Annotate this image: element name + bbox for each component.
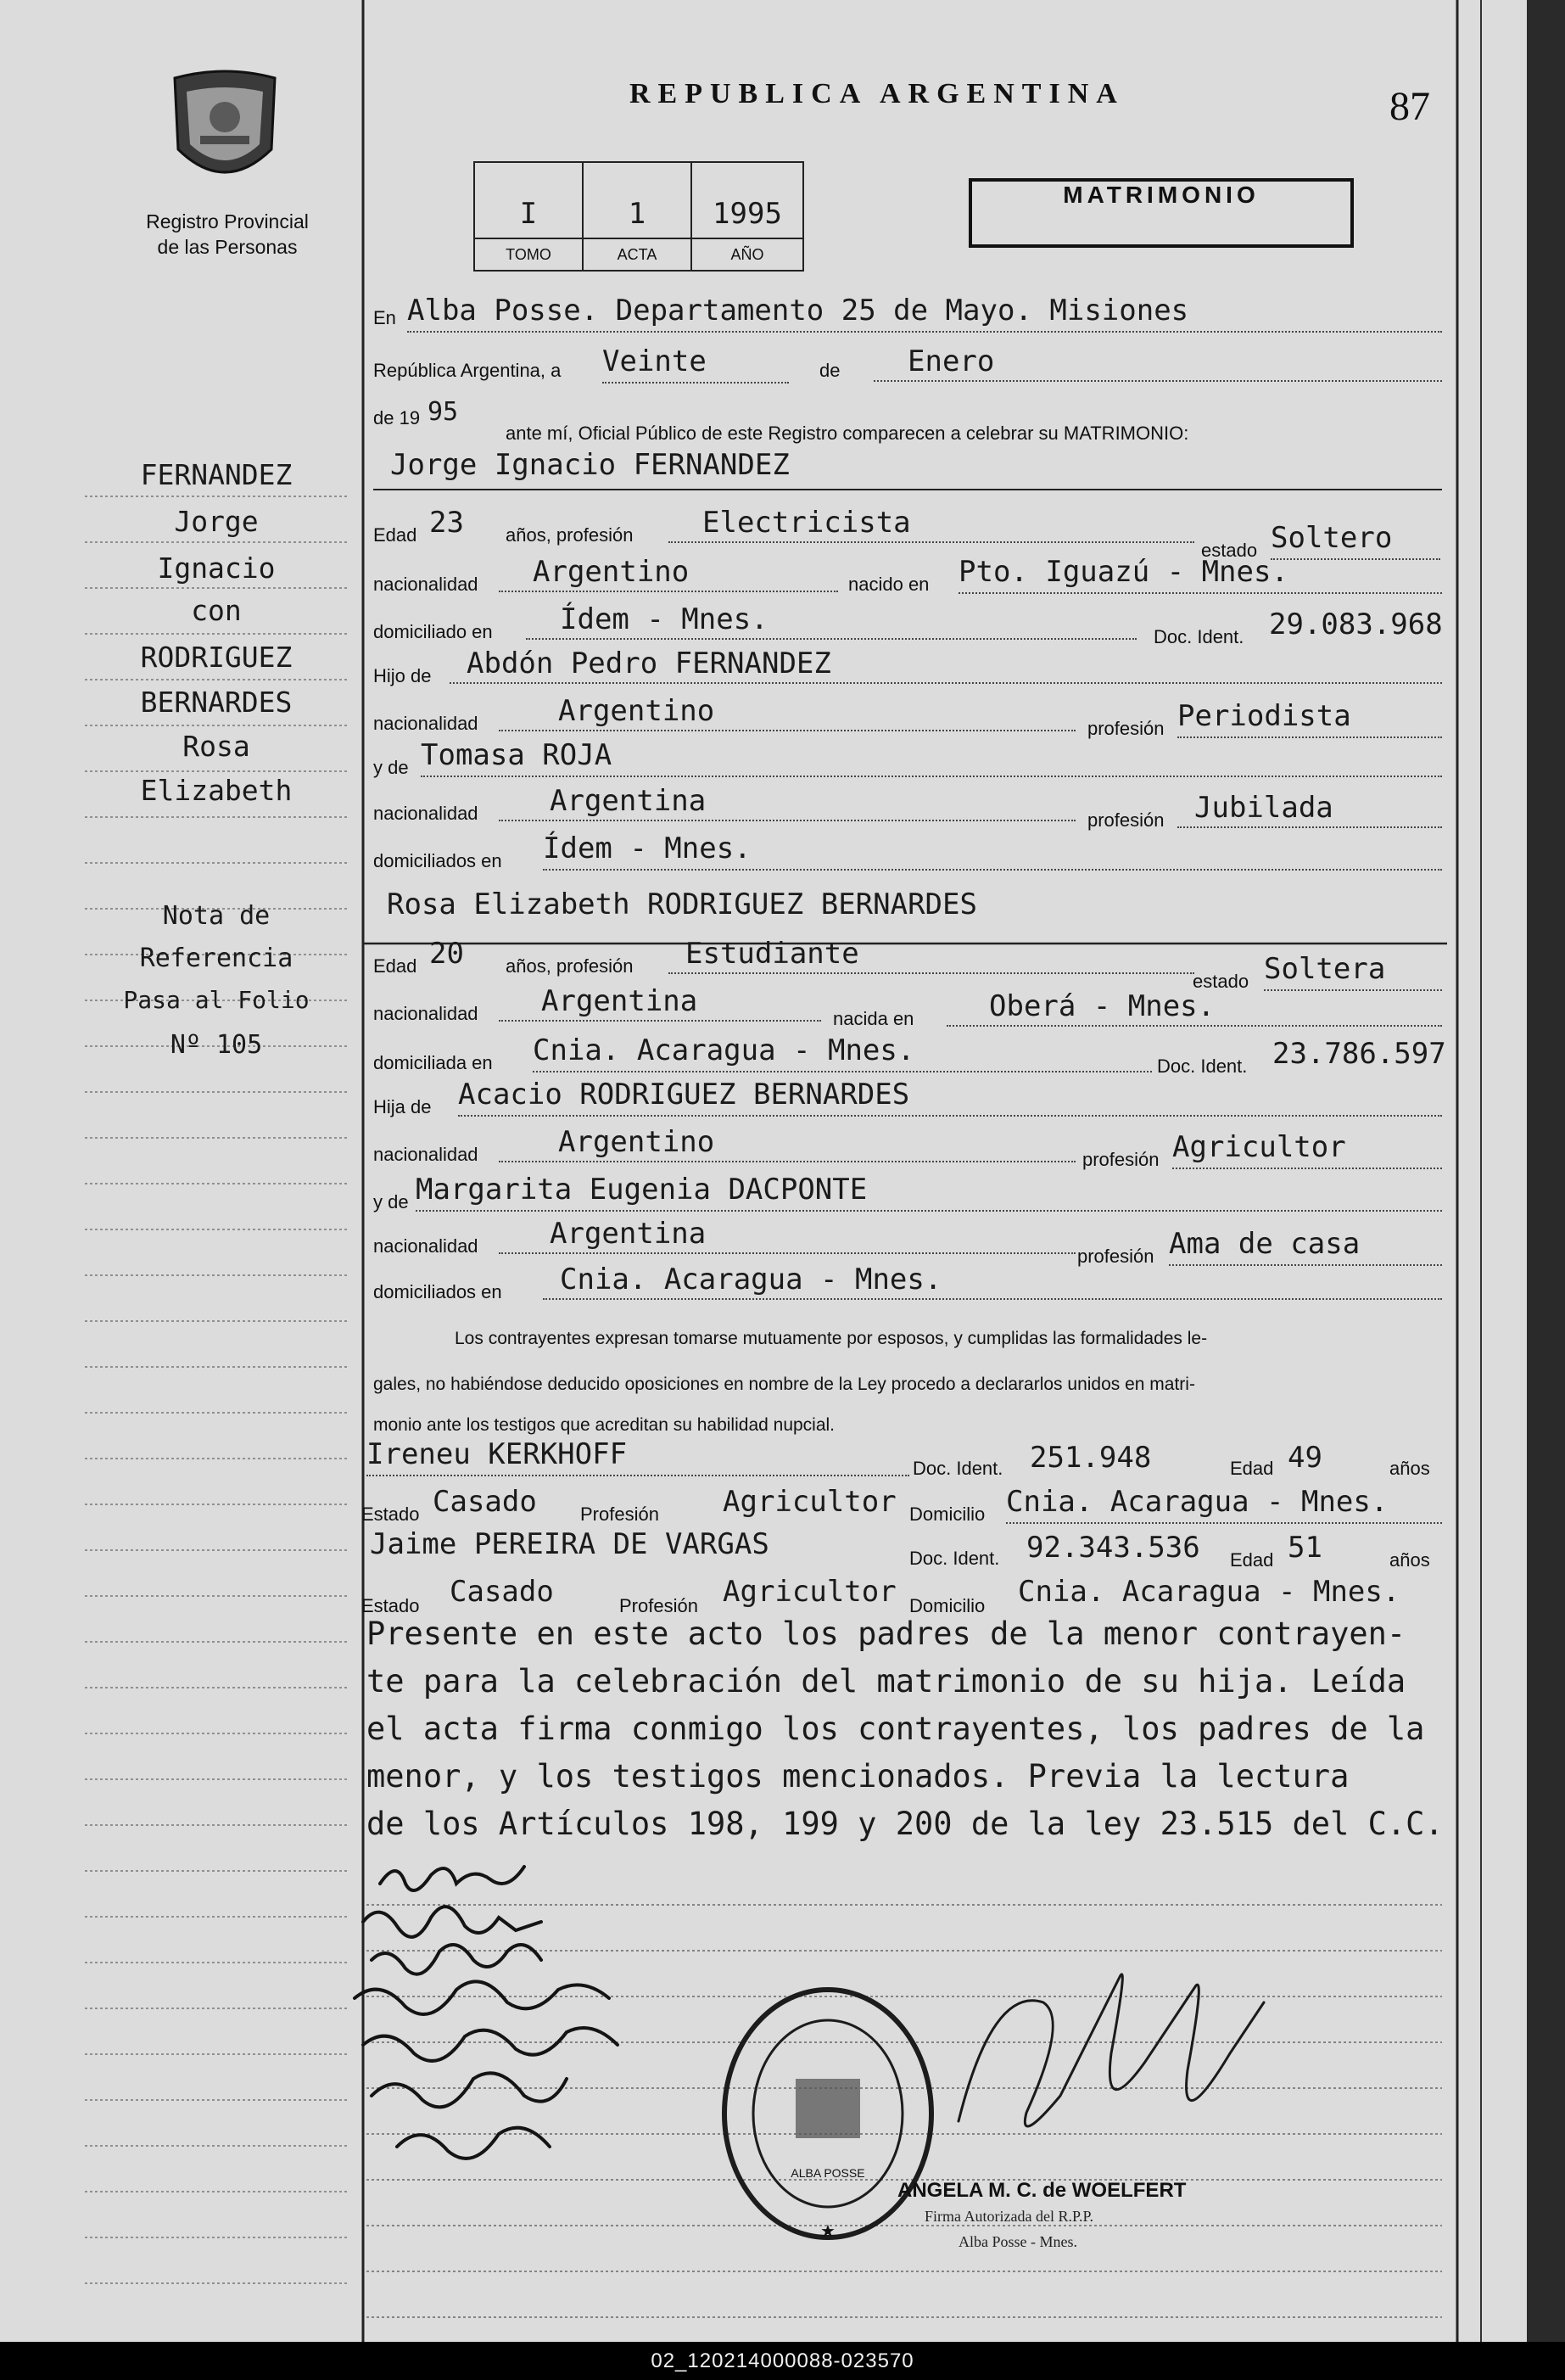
- month-field: Enero: [874, 344, 1442, 382]
- record-type-box: MATRIMONIO: [969, 178, 1354, 248]
- bride-estado: Soltera: [1264, 952, 1442, 991]
- witness-2-anos-label: años: [1389, 1549, 1430, 1571]
- witness-1-age: 49: [1288, 1441, 1322, 1475]
- witness-1-dom-label: Domicilio: [909, 1504, 986, 1525]
- margin-name-2: Ignacio: [157, 552, 276, 585]
- book-binding-edge: [1527, 0, 1565, 2342]
- witness-2-age: 51: [1288, 1531, 1322, 1565]
- tomo-label: TOMO: [475, 238, 582, 270]
- groom-profession: Electricista: [668, 506, 1194, 543]
- acta-label: ACTA: [584, 238, 690, 270]
- declaration-line-1: Los contrayentes expresan tomarse mutuamente por esposos, y cumplidas las formalidades le-: [455, 1329, 1208, 1348]
- day-field: Veinte: [602, 344, 789, 384]
- groom-dom-label: domiciliado en: [373, 621, 493, 642]
- margin-note-4: Nº 105: [170, 1030, 263, 1060]
- bride-father-nationality: Argentino: [499, 1125, 1076, 1162]
- bride-doc: 23.786.597: [1272, 1037, 1446, 1071]
- officer-signature-icon: [925, 1952, 1281, 2198]
- bride-estado-label: estado: [1193, 971, 1249, 992]
- acta-value: 1: [628, 197, 646, 231]
- margin-name-4: Elizabeth: [140, 774, 293, 807]
- bride-mother-nat-label: nacionalidad: [373, 1235, 478, 1257]
- groom-birthplace: Pto. Iguazú - Mnes.: [959, 555, 1442, 594]
- groom-nac-label: nacionalidad: [373, 574, 478, 595]
- groom-prof-label: años, profesión: [506, 524, 634, 546]
- notes-line-4: menor, y los testigos mencionados. Previa la lectura: [366, 1758, 1350, 1795]
- tomo-value: I: [519, 197, 538, 231]
- bride-hija-label: Hija de: [373, 1096, 432, 1117]
- groom-mother-profession: Jubilada: [1177, 791, 1442, 828]
- bride-mother-prof-label: profesión: [1077, 1246, 1154, 1267]
- bride-profession: Estudiante: [668, 937, 1194, 974]
- notes-line-5: de los Artículos 198, 199 y 200 de la ley 23.515 del C.C.: [366, 1806, 1444, 1842]
- bride-mother: Margarita Eugenia DACPONTE: [416, 1173, 1442, 1212]
- place-field: Alba Posse. Departamento 25 de Mayo. Misiones: [407, 294, 1442, 333]
- declaration-line-3: monio ante los testigos que acreditan su habilidad nupcial.: [373, 1415, 836, 1435]
- witness-2-dom-label: Domicilio: [909, 1595, 986, 1616]
- groom-father-nationality: Argentino: [499, 694, 1076, 731]
- bride-father-profession: Agricultor: [1172, 1130, 1442, 1169]
- groom-domicile: Ídem - Mnes.: [526, 602, 1137, 640]
- witness-2-name: Jaime PEREIRA DE VARGAS: [370, 1527, 769, 1561]
- bride-nacida-label: nacida en: [833, 1008, 914, 1029]
- groom-father: Abdón Pedro FERNANDEZ: [450, 647, 1442, 684]
- signatures-icon: [346, 1850, 736, 2189]
- margin-surname-bride-1: RODRIGUEZ: [140, 641, 293, 674]
- svg-text:★: ★: [820, 2222, 836, 2241]
- groom-age: 23: [429, 506, 464, 540]
- margin-name-3: Rosa: [182, 730, 250, 763]
- groom-mother-nat-label: nacionalidad: [373, 803, 478, 824]
- officer-place: Alba Posse - Mnes.: [959, 2233, 1077, 2250]
- witness-2-profession: Agricultor: [723, 1575, 897, 1609]
- witness-1-anos-label: años: [1389, 1458, 1430, 1479]
- year-suffix: 95: [428, 397, 459, 427]
- groom-doc: 29.083.968: [1269, 608, 1443, 641]
- witness-1-domicile: Cnia. Acaragua - Mnes.: [1006, 1485, 1442, 1524]
- page-number: 87: [1389, 84, 1430, 129]
- margin-note-3: Pasa al Folio: [123, 986, 310, 1014]
- witness-1-doc-label: Doc. Ident.: [913, 1458, 1003, 1479]
- groom-parents-dom-label: domiciliados en: [373, 850, 502, 871]
- bride-nationality: Argentina: [499, 984, 821, 1022]
- declaration-line-2: gales, no habiéndose deducido oposiciones en nombre de la Ley procedo a declararlos unidos en matri-: [373, 1375, 1195, 1394]
- en-label: En: [373, 307, 396, 328]
- groom-hijo-label: Hijo de: [373, 665, 432, 686]
- year-prefix: de 19: [373, 407, 421, 428]
- notes-line-3: el acta firma conmigo los contrayentes, los padres de la: [366, 1711, 1425, 1747]
- republic-label: República Argentina, a: [373, 360, 562, 381]
- officer-title: Firma Autorizada del R.P.P.: [925, 2208, 1093, 2225]
- bride-doc-label: Doc. Ident.: [1157, 1056, 1248, 1077]
- bride-mother-profession: Ama de casa: [1169, 1227, 1442, 1266]
- margin-surname-bride-2: BERNARDES: [140, 686, 293, 719]
- notes-line-1: Presente en este acto los padres de la menor contrayen-: [366, 1616, 1406, 1652]
- bride-dom-label: domiciliada en: [373, 1052, 493, 1073]
- stamp-center-text: ALBA POSSE: [791, 2166, 865, 2180]
- bride-father-prof-label: profesión: [1082, 1149, 1160, 1170]
- ano-cell: [692, 163, 802, 270]
- registry-stamp-icon: [718, 1982, 938, 2245]
- tomo-cell: [475, 163, 584, 270]
- registry-line-1: Registro Provincial: [146, 210, 309, 232]
- bride-edad-label: Edad: [373, 955, 417, 977]
- image-caption: 02_120214000088-023570: [0, 2342, 1565, 2380]
- margin-note-1: Nota de: [162, 901, 271, 931]
- bride-birthplace: Oberá - Mnes.: [947, 989, 1442, 1027]
- ano-label: AÑO: [692, 238, 802, 270]
- margin-note-2: Referencia: [139, 944, 293, 973]
- bride-name: Rosa Elizabeth RODRIGUEZ BERNARDES: [387, 888, 977, 921]
- groom-edad-label: Edad: [373, 524, 417, 546]
- witness-1-estado-label: Estado: [361, 1504, 420, 1525]
- notes-line-2: te para la celebración del matrimonio de su hija. Leída: [366, 1663, 1406, 1700]
- groom-father-profession: Periodista: [1177, 699, 1442, 738]
- witness-2-estado: Casado: [450, 1575, 554, 1609]
- bride-yde-label: y de: [373, 1191, 409, 1212]
- de-label: de: [819, 360, 841, 381]
- witness-1-estado: Casado: [433, 1485, 537, 1519]
- acta-cell: [584, 163, 692, 270]
- groom-mother-prof-label: profesión: [1087, 809, 1165, 831]
- margin-surname-groom: FERNANDEZ: [140, 458, 293, 491]
- bride-father-nat-label: nacionalidad: [373, 1144, 478, 1165]
- bride-prof-label: años, profesión: [506, 955, 634, 977]
- bride-parents-dom-label: domiciliados en: [373, 1281, 502, 1302]
- witness-2-prof-label: Profesión: [619, 1595, 698, 1616]
- groom-name: Jorge Ignacio FERNANDEZ: [373, 448, 1442, 490]
- officer-name: ANGELA M. C. de WOELFERT: [897, 2179, 1187, 2202]
- groom-mother: Tomasa ROJA: [421, 738, 1442, 777]
- groom-yde-label: y de: [373, 757, 409, 778]
- witness-1-doc: 251.948: [1030, 1441, 1152, 1475]
- bride-parents-domicile: Cnia. Acaragua - Mnes.: [543, 1263, 1442, 1300]
- ano-value: 1995: [713, 197, 782, 231]
- bride-age: 20: [429, 937, 464, 971]
- groom-estado: Soltero: [1271, 521, 1440, 560]
- bride-father: Acacio RODRIGUEZ BERNARDES: [458, 1078, 1442, 1117]
- witness-2-doc: 92.343.536: [1026, 1531, 1200, 1565]
- margin-name-1: Jorge: [174, 505, 259, 538]
- witness-1-profession: Agricultor: [723, 1485, 897, 1519]
- groom-parents-domicile: Ídem - Mnes.: [543, 832, 1442, 871]
- bride-nac-label: nacionalidad: [373, 1003, 478, 1024]
- witness-1-edad-label: Edad: [1230, 1458, 1274, 1479]
- margin-con: con: [191, 594, 242, 627]
- witness-2-domicile: Cnia. Acaragua - Mnes.: [1018, 1575, 1400, 1609]
- registry-line-2: de las Personas: [157, 236, 298, 258]
- groom-nacido-label: nacido en: [848, 574, 930, 595]
- witness-2-doc-label: Doc. Ident.: [909, 1548, 1000, 1569]
- province-seal-icon: [166, 68, 283, 188]
- appear-text: ante mí, Oficial Público de este Registro comparecen a celebrar su MATRIMONIO:: [506, 423, 1189, 444]
- witness-1-name: Ireneu KERKHOFF: [366, 1437, 909, 1476]
- groom-father-nat-label: nacionalidad: [373, 713, 478, 734]
- groom-father-prof-label: profesión: [1087, 718, 1165, 739]
- bride-domicile: Cnia. Acaragua - Mnes.: [533, 1033, 1152, 1072]
- witness-2-edad-label: Edad: [1230, 1549, 1274, 1571]
- groom-nationality: Argentino: [499, 555, 838, 592]
- witness-1-prof-label: Profesión: [580, 1504, 659, 1525]
- volume-box: [473, 161, 804, 272]
- groom-mother-nationality: Argentina: [499, 784, 1076, 821]
- groom-doc-label: Doc. Ident.: [1154, 626, 1244, 647]
- witness-2-estado-label: Estado: [361, 1595, 420, 1616]
- groom-estado-label: estado: [1201, 540, 1258, 561]
- bride-mother-nationality: Argentina: [499, 1217, 1076, 1254]
- country-title: REPUBLICA ARGENTINA: [629, 78, 1125, 109]
